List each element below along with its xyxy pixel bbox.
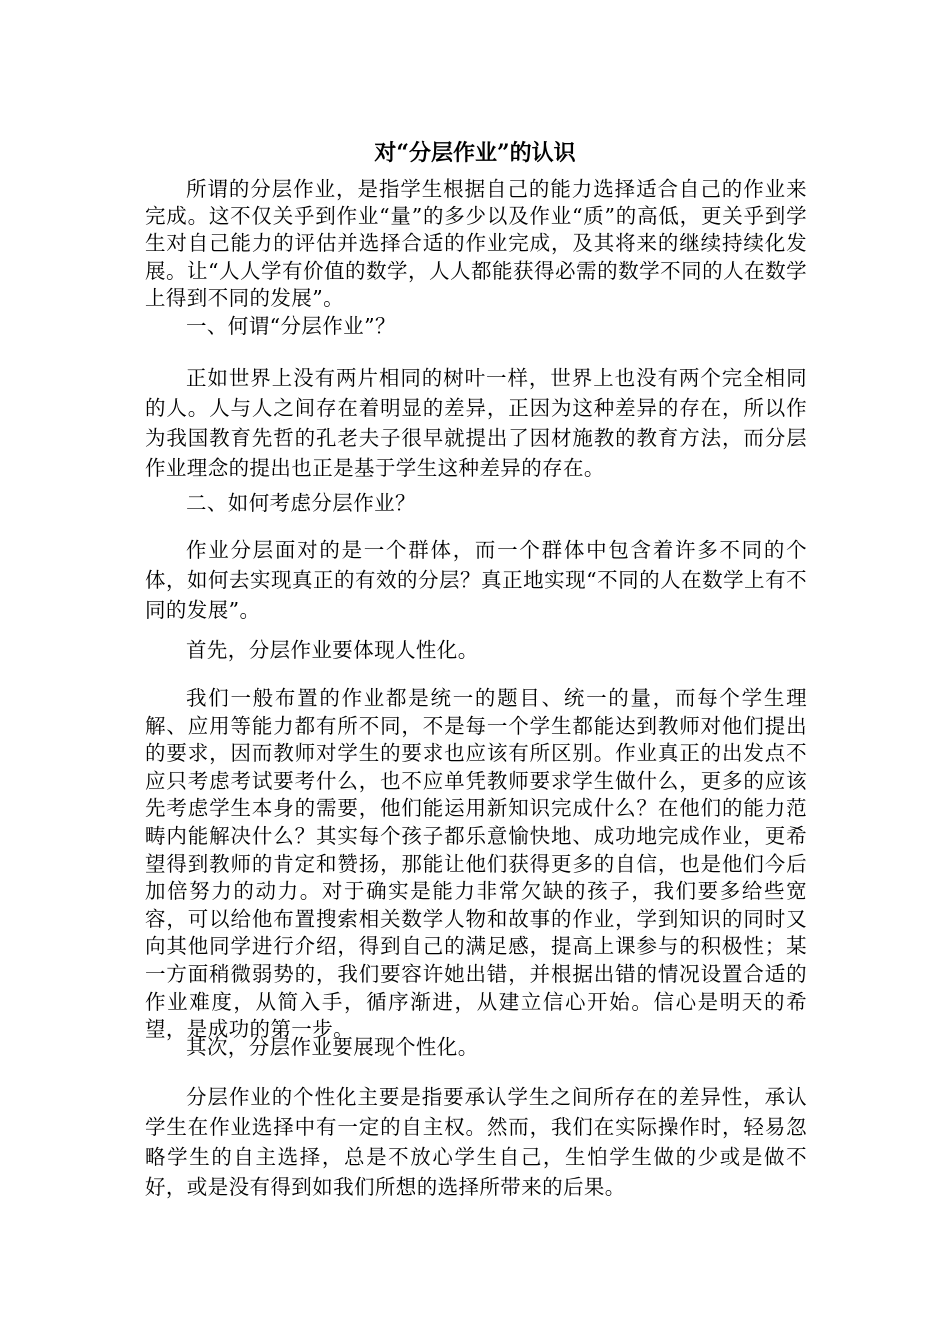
point-2-paragraph: 分层作业的个性化主要是指要承认学生之间所存在的差异性，承认学生在作业选择中有一定的自主权。然而，我们在实际操作时，轻易忽略学生的自主选择，总是不放心学生自己，生怕学生做的少或是做不好，或是没有得到如我们所想的选择所带来的后果。: [145, 1085, 807, 1199]
point-2-heading: 其次，分层作业要展现个性化。: [186, 1035, 479, 1059]
section-2-paragraph: 作业分层面对的是一个群体，而一个群体中包含着许多不同的个体，如何去实现真正的有效的分层？真正地实现“不同的人在数学上有不同的发展”。: [145, 538, 807, 622]
point-1-paragraph: 我们一般布置的作业都是统一的题目、统一的量，而每个学生理解、应用等能力都有所不同，不是每一个学生都能达到教师对他们提出的要求，因而教师对学生的要求也应该有所区别。作业真正的出发点不应只考虑考试要考什么，也不应单凭教师要求学生做什么，更多的应该先考虑学生本身的需要，他们能运用新知识完成什么？在他们的能力范畴内能解决什么？其实每个孩子都乐意愉快地、成功地完成作业，更希望得到教师的肯定和赞扬，那能让他们获得更多的自信，也是他们今后加倍努力的动力。对于确实是能力非常欠缺的孩子，我们要多给些宽容，可以给他布置搜索相关数学人物和故事的作业，学到知识的同时又向其他同学进行介绍，得到自己的满足感，提高上课参与的积极性；某一方面稍微弱势的，我们要容许她出错，并根据出错的情况设置合适的作业难度，从简入手，循序渐进，从建立信心开始。信心是明天的希望，是成功的第一步。: [145, 686, 807, 1042]
intro-paragraph: 所谓的分层作业，是指学生根据自己的能力选择适合自己的作业来完成。这不仅关乎到作业“量”的多少以及作业“质”的高低，更关乎到学生对自己能力的评估并选择合适的作业完成，及其将来的继续持续化发展。让“人人学有价值的数学，人人都能获得必需的数学不同的人在数学上得到不同的发展”。: [145, 177, 807, 310]
point-1-heading: 首先，分层作业要体现人性化。: [186, 638, 479, 662]
section-1-heading: 一、何谓“分层作业”？: [186, 314, 396, 338]
section-2-heading: 二、如何考虑分层作业？: [186, 491, 416, 515]
section-1-paragraph: 正如世界上没有两片相同的树叶一样，世界上也没有两个完全相同的人。人与人之间存在着明显的差异，正因为这种差异的存在，所以作为我国教育先哲的孔老夫子很早就提出了因材施教的教育方法，而分层作业理念的提出也正是基于学生这种差异的存在。: [145, 366, 807, 480]
document-title: 对“分层作业”的认识: [374, 140, 576, 166]
